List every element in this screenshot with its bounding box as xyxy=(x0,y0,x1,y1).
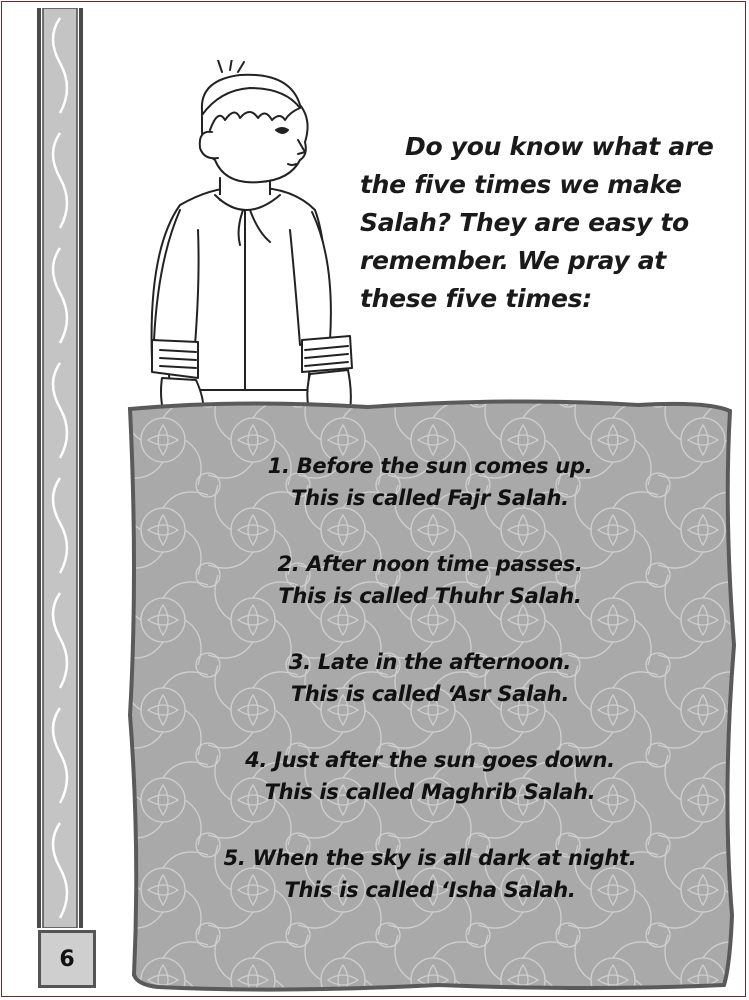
prayer-times-list xyxy=(150,450,710,940)
prayer-name: This is called Fajr Salah. xyxy=(291,486,569,510)
prayer-time-description: 4. Just after the sun goes down. xyxy=(245,748,615,772)
page-number: 6 xyxy=(59,946,75,972)
intro-question: Do you know what are the five times we make Salah? They are easy to remember. We pray at these five times: xyxy=(360,132,714,313)
prayer-name: This is called Maghrib Salah. xyxy=(264,780,596,804)
prayer-time-description: 1. Before the sun comes up. xyxy=(267,454,593,478)
prayer-name: This is called ‘Asr Salah. xyxy=(290,682,570,706)
prayer-name: This is called Thuhr Salah. xyxy=(278,584,582,608)
page-number-box xyxy=(38,930,96,988)
prayer-item-asr xyxy=(150,646,710,710)
prayer-item-maghrib xyxy=(150,744,710,808)
prayer-time-description: 5. When the sky is all dark at night. xyxy=(223,846,637,870)
prayer-time-description: 2. After noon time passes. xyxy=(277,552,583,576)
prayer-item-thuhr xyxy=(150,548,710,612)
prayer-name: This is called ‘Isha Salah. xyxy=(284,878,576,902)
boy-illustration xyxy=(140,60,370,440)
prayer-item-isha xyxy=(150,842,710,906)
prayer-item-fajr xyxy=(150,450,710,514)
prayer-time-description: 3. Late in the afternoon. xyxy=(288,650,572,674)
decorative-side-border xyxy=(36,8,84,928)
